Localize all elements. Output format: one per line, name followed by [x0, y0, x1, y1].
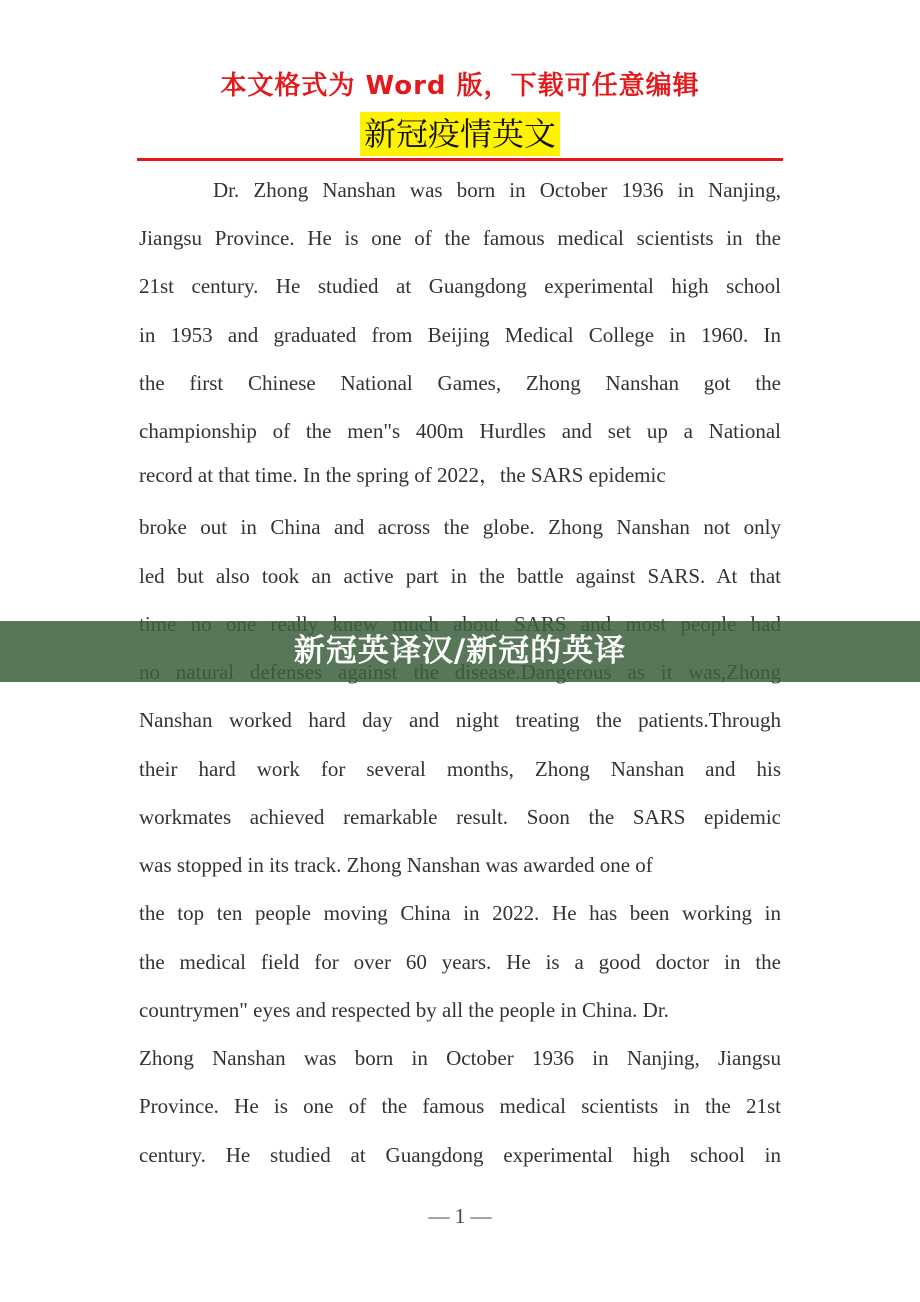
document-title-text: 新冠疫情英文 [360, 112, 560, 156]
page-number: — 1 — [428, 1204, 492, 1228]
body-line: record at that time. In the spring of 2022，the SARS epidemic [139, 463, 666, 487]
body-line: broke out in China and across the globe. Zhong Nanshan not only [139, 515, 781, 539]
body-line: Jiangsu Province. He is one of the famous medical scientists in the [139, 226, 781, 250]
body-line: 21st century. He studied at Guangdong experimental high school [139, 274, 781, 298]
body-line: workmates achieved remarkable result. Soon the SARS epidemic [139, 805, 781, 829]
body-line: led but also took an active part in the battle against SARS. At that [139, 564, 781, 588]
body-line: the top ten people moving China in 2022. He has been working in [139, 901, 781, 925]
body-line: Dr. Zhong Nanshan was born in October 1936 in Nanjing, [213, 178, 781, 202]
overlay-title: 新冠英译汉/新冠的英译 [293, 633, 627, 669]
document-title [0, 112, 920, 156]
body-line: the medical field for over 60 years. He is a good doctor in the [139, 950, 781, 974]
body-line: Zhong Nanshan was born in October 1936 in Nanjing, Jiangsu [139, 1046, 781, 1070]
body-line: in 1953 and graduated from Beijing Medical College in 1960. In [139, 323, 781, 347]
body-line: was stopped in its track. Zhong Nanshan was awarded one of [139, 853, 653, 877]
body-line: countrymen" eyes and respected by all the people in China. Dr. [139, 998, 669, 1022]
body-line: Province. He is one of the famous medical scientists in the 21st [139, 1094, 781, 1118]
format-note: 本文格式为 Word 版，下载可任意编辑 [220, 71, 700, 101]
body-line: Nanshan worked hard day and night treating the patients.Through [139, 708, 781, 732]
title-divider [137, 158, 783, 161]
title-overlay-banner [0, 621, 920, 682]
body-line: the first Chinese National Games, Zhong Nanshan got the [139, 371, 781, 395]
body-line: championship of the men"s 400m Hurdles and set up a National [139, 419, 781, 443]
body-line: century. He studied at Guangdong experimental high school in [139, 1143, 781, 1167]
body-line: their hard work for several months, Zhong Nanshan and his [139, 757, 781, 781]
